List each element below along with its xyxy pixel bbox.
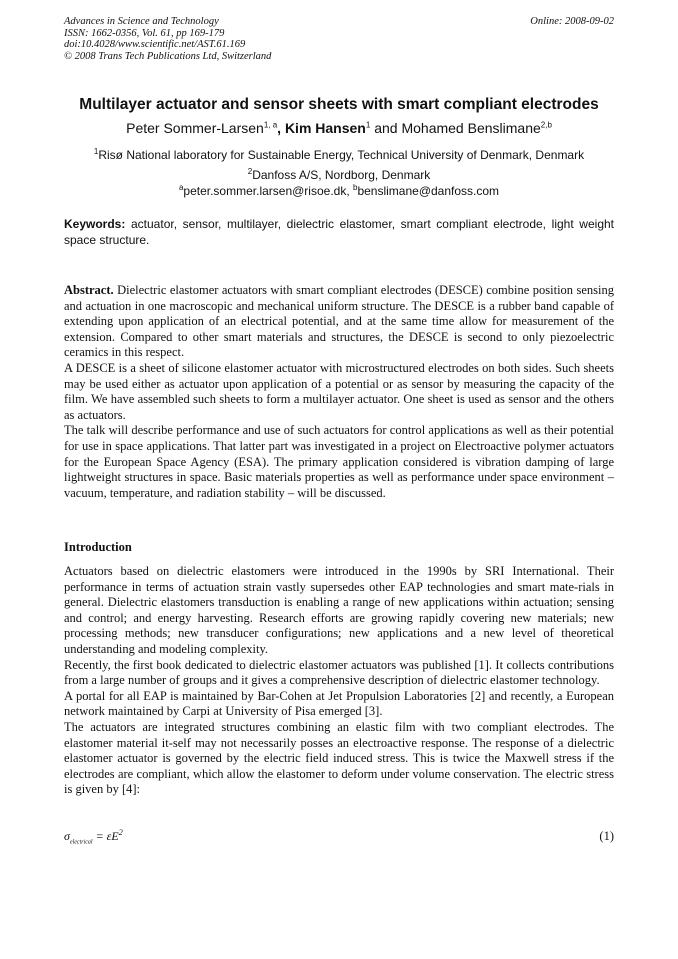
intro-paragraph: The actuators are integrated structures combining an elastic film with two compliant electrodes. The elastomer material it-self may not necessarily posses an electroactive response. The response of a dielectric elastomer actuator is governed by the electric field induced stress. This is twice the Maxwell stress if the electrodes are compliant, which allow the elastomer to deform under volume conservation. The electric stress is given by [4]:: [64, 719, 614, 797]
affiliation-1: [0, 148, 678, 162]
online-date: Online: 2008-09-02: [530, 16, 614, 27]
author-line: [0, 120, 678, 136]
intro-paragraph: Recently, the first book dedicated to dielectric elastomer actuators was published [1]. It collects contributions from a large number of groups and it gives a comprehensive description of dielectric elastomer technology.: [64, 657, 614, 688]
equation-exponent: 2: [118, 828, 123, 837]
equation-subscript: electrical: [69, 839, 93, 846]
abstract-paragraph: The talk will describe performance and use of such actuators for control applications as well as their potential for use in space applications. That latter part was investigated in a project on Electroactive polymer actuators for the European Space Agency (ESA). The primary application considered is vibration damping of large lightweight structures in space. Basic materials properties as well as performance under space environment – vacuum, temperature, and radiation stability – will be discussed.: [64, 423, 614, 500]
introduction-heading: Introduction: [64, 540, 132, 554]
keywords-label: Keywords:: [64, 217, 126, 231]
email-a: peter.sommer.larsen@risoe.dk,: [183, 184, 353, 198]
author-name: Peter Sommer-Larsen: [126, 120, 264, 136]
author-sup: 1: [365, 120, 371, 130]
equation-rhs: = εE: [92, 829, 119, 843]
equation-sigma: σ: [64, 829, 70, 843]
keywords: [64, 216, 614, 248]
affiliation-text: Danfoss A/S, Nordborg, Denmark: [252, 168, 431, 182]
author-separator: , Kim Hansen: [277, 120, 366, 136]
equation-number: (1): [599, 829, 614, 843]
intro-paragraph: Actuators based on dielectric elastomers were introduced in the 1990s by SRI International. Their performance in terms of actuation strain vastly supersedes other EAP technologies and smart mate-rials in general. Dielectric elastomers transduction is enabling a range of new applications within actuation; sensing and control; and energy harvesting. Research efforts are growing rapidly covering new materials; new processing methods; new transducer configurations; new applications and a new level of theoretical understanding and modeling complexity.: [64, 564, 614, 656]
email-line: [0, 184, 678, 198]
email-sup: b: [353, 183, 358, 192]
abstract-text: Dielectric elastomer actuators with smart compliant electrodes (DESCE) combine position sensing and actuation in one macroscopic and mechanical uniform structure. The DESCE is a rubber band capable of extending upon application of an electrical potential, and at the same time allow for measurement of the extension. Compared to other smart materials and structures, the DESCE is second to only piezoelectric ceramics in this respect.: [64, 283, 614, 360]
author-sup: 2,b: [540, 120, 552, 130]
intro-paragraph: A portal for all EAP is maintained by Bar-Cohen at Jet Propulsion Laboratories [2] and recently, a European network maintained by Carpi at University of Pisa emerged [3].: [64, 688, 614, 719]
author-sup: 1, a: [263, 120, 278, 130]
abstract-section: [64, 283, 614, 501]
journal-header: [64, 16, 271, 62]
copyright-line: © 2008 Trans Tech Publications Ltd, Switzerland: [64, 50, 272, 62]
affiliation-text: Risø National laboratory for Sustainable Energy, Technical University of Denmark, Denmark: [98, 148, 585, 162]
issn-line: ISSN: 1662-0356, Vol. 61, pp 169-179: [64, 27, 225, 39]
affiliation-sup: 1: [93, 147, 99, 156]
paper-title: Multilayer actuator and sensor sheets with smart compliant electrodes: [79, 96, 599, 113]
abstract-paragraph: A DESCE is a sheet of silicone elastomer actuator with microstructured electrodes on both sides. Such sheets may be used either as actuator upon application of a potential or as sensor by measuring the capacity of the film. We have assembled such sheets to form a multilayer actuator. One sheet is used as sensor and the others as actuators.: [64, 360, 614, 422]
introduction-section: [64, 564, 614, 798]
doi-line: doi:10.4028/www.scientific.net/AST.61.169: [64, 39, 246, 50]
abstract-paragraph: [64, 283, 614, 361]
abstract-label: Abstract.: [64, 283, 114, 297]
affiliation-2: [0, 168, 678, 182]
keywords-text: actuator, sensor, multilayer, dielectric elastomer, smart compliant electrode, light weight space structure.: [64, 217, 614, 247]
equation-1: [64, 829, 123, 845]
email-sup: a: [178, 183, 184, 192]
email-b: benslimane@danfoss.com: [357, 184, 500, 198]
affiliation-sup: 2: [247, 167, 253, 176]
author-separator: and Mohamed Benslimane: [370, 120, 541, 136]
journal-name: Advances in Science and Technology: [64, 16, 219, 27]
